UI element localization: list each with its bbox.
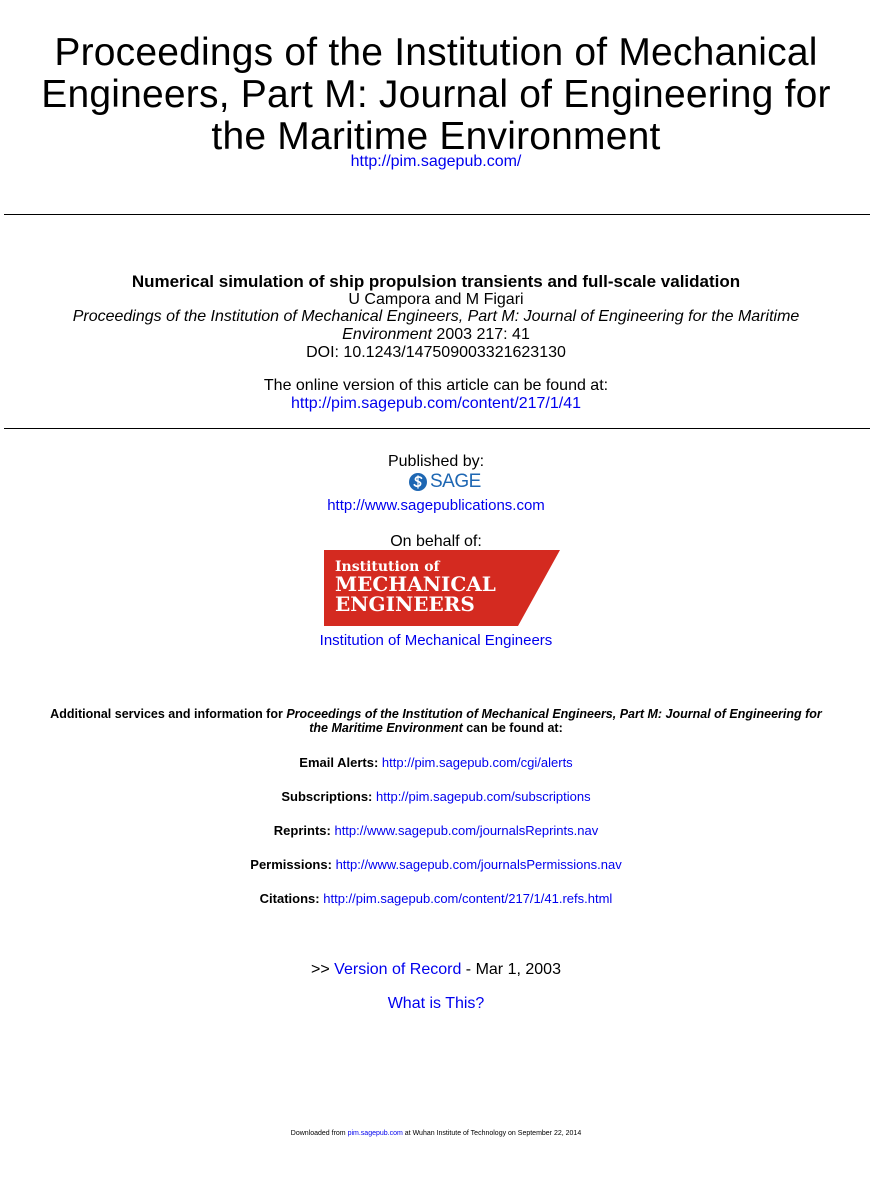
imeche-logo-line: ENGINEERS — [335, 592, 475, 616]
service-label: Email Alerts: — [299, 755, 379, 770]
sage-emblem-icon — [408, 472, 428, 492]
service-row-permissions — [0, 857, 872, 873]
on-behalf-label: On behalf of: — [390, 533, 482, 550]
citation-journal: Proceedings of the Institution of Mechanical Engineers, Part M: Journal of Engineering for the Maritime — [72, 308, 800, 325]
services-intro-journal: Proceedings of the Institution of Mechanical Engineers, Part M: Journal of Engineering for — [286, 707, 822, 721]
article-doi: DOI: 10.1243/147509003321623130 — [306, 344, 566, 361]
services-intro-journal: the Maritime Environment — [309, 721, 463, 735]
additional-services-intro — [0, 707, 872, 735]
what-is-this-link[interactable]: What is This? — [387, 995, 485, 1012]
article-title: Numerical simulation of ship propulsion transients and full-scale validation — [131, 272, 741, 291]
divider — [4, 214, 870, 215]
download-footer — [0, 1129, 872, 1138]
sage-url-row — [0, 497, 872, 515]
journal-title-line: Engineers, Part M: Journal of Engineering for — [41, 73, 831, 116]
published-by-label: Published by: — [387, 453, 485, 470]
version-of-record-row — [0, 960, 872, 979]
services-intro-suffix: can be found at: — [462, 721, 563, 735]
sage-logo-text: SAGE — [430, 471, 481, 492]
service-label: Permissions: — [250, 857, 332, 872]
imeche-name-row — [0, 632, 872, 650]
divider — [4, 428, 870, 429]
journal-title-line: Proceedings of the Institution of Mechanical — [54, 31, 818, 74]
service-label: Citations: — [259, 891, 320, 906]
footer-prefix: Downloaded from — [290, 1130, 348, 1137]
citation-details: 2003 217: 41 — [431, 326, 530, 343]
version-of-record-link[interactable]: Version of Record — [334, 961, 462, 978]
service-link[interactable]: http://www.sagepub.com/journalsPermissions.nav — [335, 857, 622, 872]
journal-url-row — [0, 152, 872, 172]
service-row-email-alerts — [0, 755, 872, 771]
service-link[interactable]: http://www.sagepub.com/journalsReprints.nav — [334, 823, 599, 838]
journal-url-link[interactable]: http://pim.sagepub.com/ — [350, 153, 522, 170]
sage-url-link[interactable]: http://www.sagepublications.com — [327, 497, 545, 514]
service-row-citations — [0, 891, 872, 907]
service-link[interactable]: http://pim.sagepub.com/cgi/alerts — [381, 755, 573, 770]
journal-title — [0, 32, 872, 158]
service-link[interactable]: http://pim.sagepub.com/content/217/1/41.refs.html — [323, 891, 613, 906]
services-intro-prefix: Additional services and information for — [50, 707, 287, 721]
imeche-logo[interactable] — [324, 550, 560, 626]
vor-date: - Mar 1, 2003 — [461, 961, 561, 978]
online-version-row — [0, 394, 872, 413]
journal-title-line: the Maritime Environment — [211, 115, 661, 158]
footer-rest: at Wuhan Institute of Technology on September 22, 2014 — [402, 1130, 582, 1137]
service-label: Subscriptions: — [281, 789, 373, 804]
footer-site-link[interactable]: pim.sagepub.com — [347, 1130, 403, 1137]
online-version-label: The online version of this article can be found at: — [263, 377, 609, 394]
sage-logo[interactable] — [408, 471, 481, 493]
article-authors: U Campora and M Figari — [348, 291, 524, 308]
service-row-reprints — [0, 823, 872, 839]
what-is-this-row — [0, 994, 872, 1013]
article-citation — [0, 308, 872, 344]
service-label: Reprints: — [273, 823, 331, 838]
imeche-link[interactable]: Institution of Mechanical Engineers — [319, 632, 553, 649]
imeche-logo-line: Institution of — [335, 559, 440, 575]
service-link[interactable]: http://pim.sagepub.com/subscriptions — [376, 789, 591, 804]
vor-prefix: >> — [311, 961, 335, 978]
citation-journal: Environment — [342, 326, 432, 343]
imeche-logo-line: MECHANICAL — [335, 572, 496, 596]
online-version-link[interactable]: http://pim.sagepub.com/content/217/1/41 — [291, 395, 581, 412]
service-row-subscriptions — [0, 789, 872, 805]
